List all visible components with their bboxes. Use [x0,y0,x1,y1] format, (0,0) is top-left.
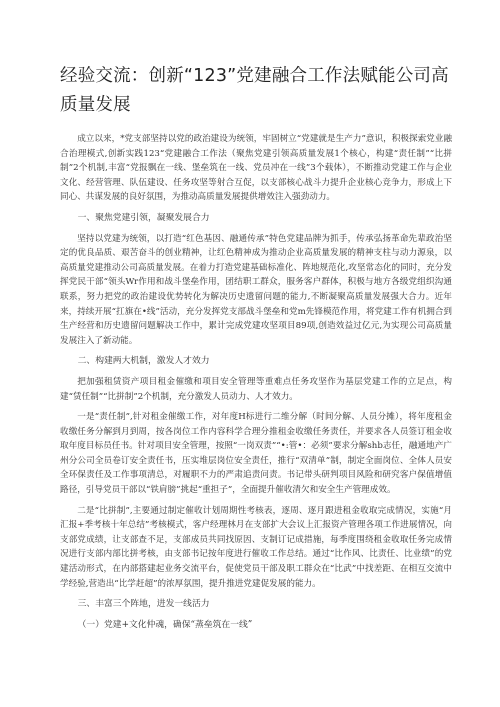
intro-paragraph: 成立以来，*党支部坚持以党的政治建设为统领，牢固树立“党建就是生产力”意识，积极探索党业融合治理模式,创新实践123“党建融合工作法（聚焦党建引领高质量发展1个核心，构建“责任制”“比拼制”2个机制,丰富“党报飘在一线、堡垒筑在一线、党员冲在一线”3个载体），不断推动党建工作与企业文化、经营管理、队伍建设、任务攻坚等射合互促，以支部核心战斗力提升企业核心竞争力，形成上下同心、共谋发展的良好氛围，为推动高质量发展提供增效注入强劲动力。 [60,134,452,203]
section-3-subheading-1: （一）党建+文化仲魂，确保“蒸垒筑在一线” [77,619,253,630]
section-2-paragraph: 把加强租赁资产项目租金催缴和项目安全管理等重难点任务攻坚作为基层党建工作的立足点，构建“赁任制”“比拼制”2个机制，充分激发人员动力、人才效力。 [60,376,452,402]
document-title: 经验交流：创新“123”党建融合工作法赋能公司高质量发展 [60,66,449,115]
section-2-item-2: 二是“比拼制”,主要通过制定催收计划周期性考核表，逐周、逐月跟进租金收取完成情况，实施“月汇报+季考核十年总结”考核模式，客户经理林月在支部扩大会议上汇报资产管理各项工作进展情况，向支部党成绩，让支部查不足，支部成员共同找原因、支制订记成措施，每季度围绕租金收取任务完成情况进行支部内部比拼考核，由支部书记按年度进行催收工作总结。通过“比作风、比责任、比业绩”的党建活动形式，在内部搭建起业务交流平台，促使党员干部及职工群众在“比武”中找差距、在相互交流中学经验,营造出“比学赶超”的浓厚氛围，提升推进党建促发展的能力。 [60,505,452,589]
section-2-heading: 二、构建两大机制，激发人才效力 [77,356,210,367]
section-2-item-1: 一是“责任制”,针对租金催缴工作，对年度H标进行二维分解（时间分解、人员分摊），将年度租金收缴任务分解到月到周，按各岗位工作内容科学合理分推租金收缴任务责任，并要求各人员签订租金收取年度目标员任书。针对项目安全管理，按照“一岗双责”“•:管•：必须”要求分解shb志任，融通地产广州分公司全员卷订安全责任书，压实堆层岗位安全责任，推行“双清单”制，制定全面岗位、全体人员安全环保责任及工作事项清总，对履职不力的严肃追责问责。书记带头研判项目风险和研究客户保值增值路径，引导党员干部以“铁肩膀”挑起“重担子”，全面提升催收清欠和安全生产管理成效。 [60,412,452,496]
section-1-heading: 一、聚焦党建引领，凝聚发展合力 [77,212,210,223]
section-1-paragraph: 坚持以党建为统领，以打造“红色基因、融通传承”特色党建品牌为抓手，传承弘扬革命先辈政治坚定的优良品质、艰苦奋斗的创业精神，让红色精神成为推动企业高质量发展的精神支柱与动力源泉，以高质量党建推动公司高质量发展。在着力打造党建基础标准化、阵地规范化,攻坚常态化的同时，充分发挥党民干部“领头Wr作用和战斗堡垒作用，团结职工群众，服务客户群体，积极与地方各级党组织沟通联系，努力把党的政治建设优势转化为解决历史遗留问题的能力,不断凝聚高质量发展强大合力。近年来，持续开展“扛旗在•线”活动，充分发挥党支部战斗堡垒和党m先锋模范作用，将党建工作有机拥合到生产经营和历史遗留问题解决工作中，累计完成党建攻坚项目89项,创造效益过亿元,为实现公司高质量发展注入了新动能。 [60,233,452,346]
section-3-heading: 三、丰富三个阵地，进发一线活力 [77,599,210,610]
